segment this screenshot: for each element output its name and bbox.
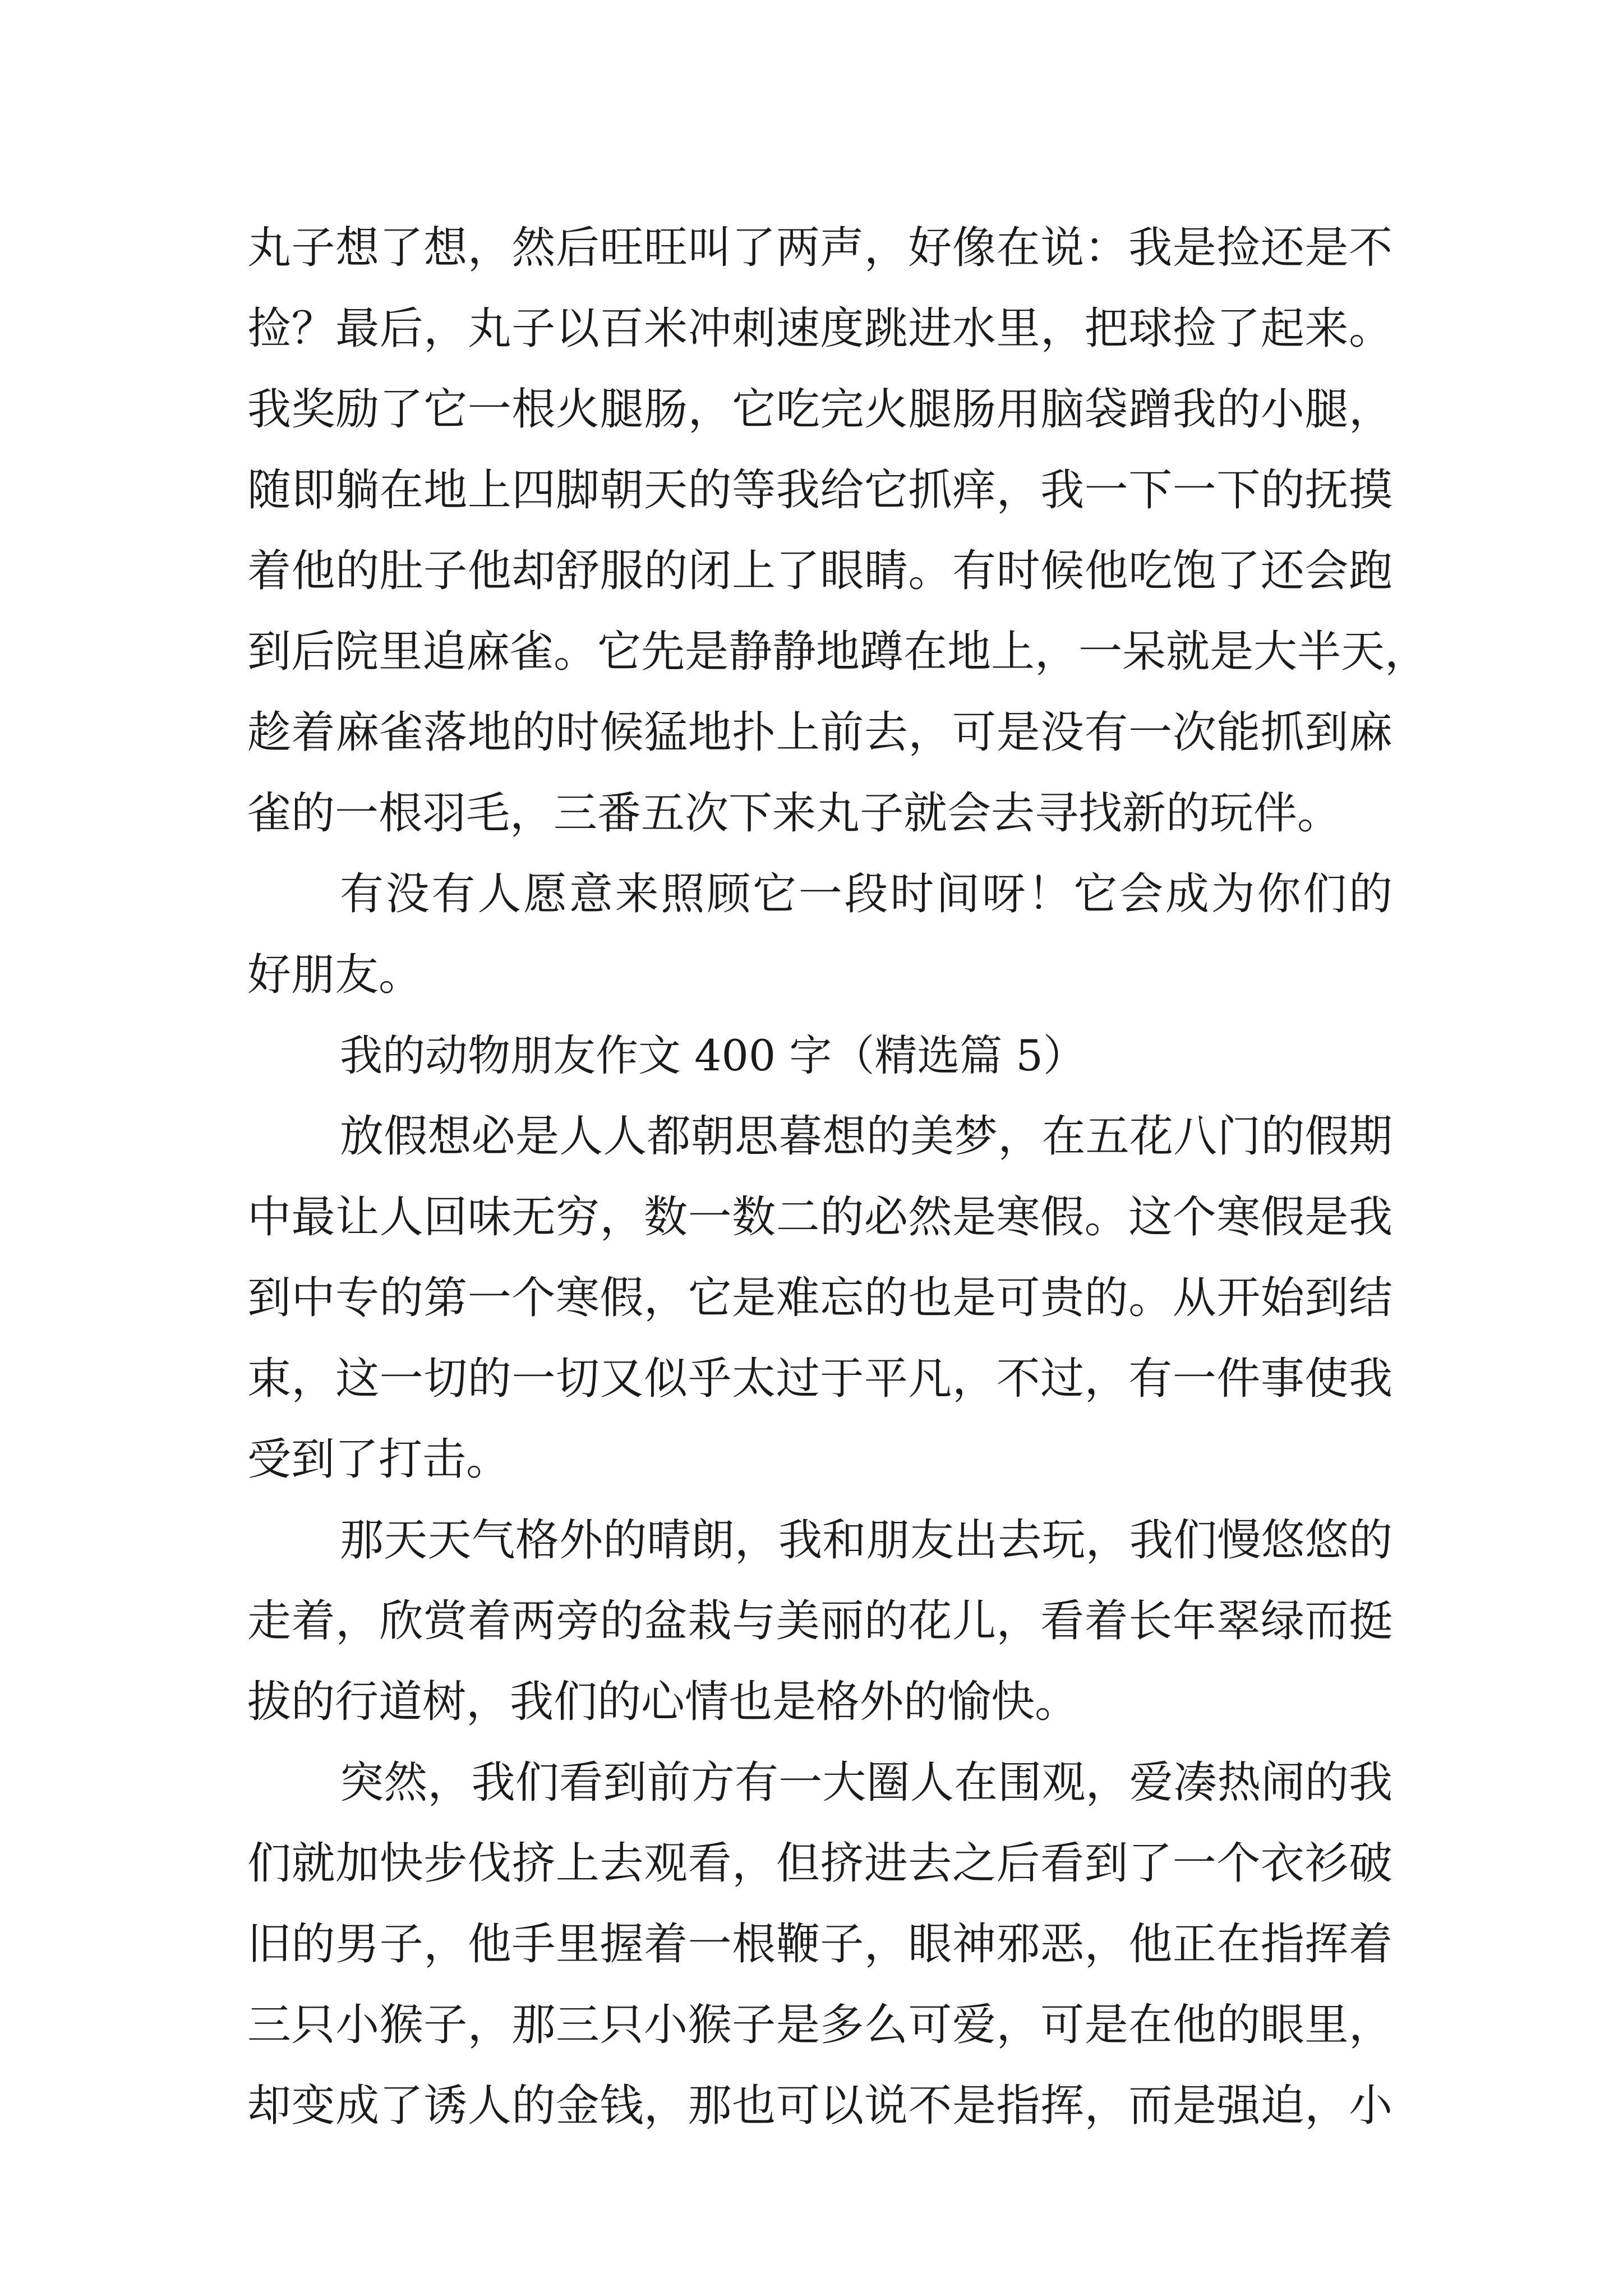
paragraph-first-line: 突然，我们看到前方有一大圈人在围观，爱凑热闹的我 <box>340 1757 1393 1808</box>
text-line: 丸子想了想，然后旺旺叫了两声，好像在说：我是捡还是不 <box>247 223 1393 273</box>
text-line: 我奖励了它一根火腿肠，它吃完火腿肠用脑袋蹭我的小腿， <box>247 384 1393 435</box>
text-line: 捡？最后，丸子以百米冲刺速度跳进水里，把球捡了起来。 <box>247 303 1393 354</box>
text-line: 着他的肚子他却舒服的闭上了眼睛。有时候他吃饱了还会跑 <box>247 546 1393 596</box>
text-line: 们就加快步伐挤上去观看，但挤进去之后看到了一个衣衫破 <box>247 1838 1393 1889</box>
text-line: 拔的行道树，我们的心情也是格外的愉快。 <box>247 1677 1079 1727</box>
text-line: 三只小猴子，那三只小猴子是多么可爱，可是在他的眼里， <box>247 2000 1393 2050</box>
document-body <box>247 208 1429 2146</box>
section-heading: 我的动物朋友作文 400 字（精选篇 5） <box>340 1030 1086 1080</box>
paragraph-first-line: 有没有人愿意来照顾它一段时间呀！它会成为你们的 <box>340 869 1393 919</box>
text-line: 却变成了诱人的金钱，那也可以说不是指挥，而是强迫，小 <box>247 2081 1393 2131</box>
paragraph-first-line: 放假想必是人人都朝思暮想的美梦，在五花八门的假期 <box>340 1111 1393 1162</box>
paragraph-first-line: 那天天气格外的晴朗，我和朋友出去玩，我们慢悠悠的 <box>340 1515 1393 1566</box>
text-line: 随即躺在地上四脚朝天的等我给它抓痒，我一下一下的抚摸 <box>247 465 1393 516</box>
text-line: 趁着麻雀落地的时候猛地扑上前去，可是没有一次能抓到麻 <box>247 707 1393 758</box>
text-line: 束，这一切的一切又似乎太过于平凡，不过，有一件事使我 <box>247 1354 1393 1404</box>
text-line: 中最让人回味无穷，数一数二的必然是寒假。这个寒假是我 <box>247 1192 1393 1243</box>
text-line: 好朋友。 <box>247 950 423 1000</box>
text-line: 受到了打击。 <box>247 1434 510 1485</box>
text-line: 旧的男子，他手里握着一根鞭子，眼神邪恶，他正在指挥着 <box>247 1919 1393 1970</box>
text-line: 到中专的第一个寒假，它是难忘的也是可贵的。从开始到结 <box>247 1273 1393 1323</box>
text-line: 雀的一根羽毛，三番五次下来丸子就会去寻找新的玩伴。 <box>247 788 1341 839</box>
text-line: 走着，欣赏着两旁的盆栽与美丽的花儿，看着长年翠绿而挺 <box>247 1596 1393 1646</box>
text-line: 到后院里追麻雀。它先是静静地蹲在地上，一呆就是大半天， <box>247 627 1429 677</box>
